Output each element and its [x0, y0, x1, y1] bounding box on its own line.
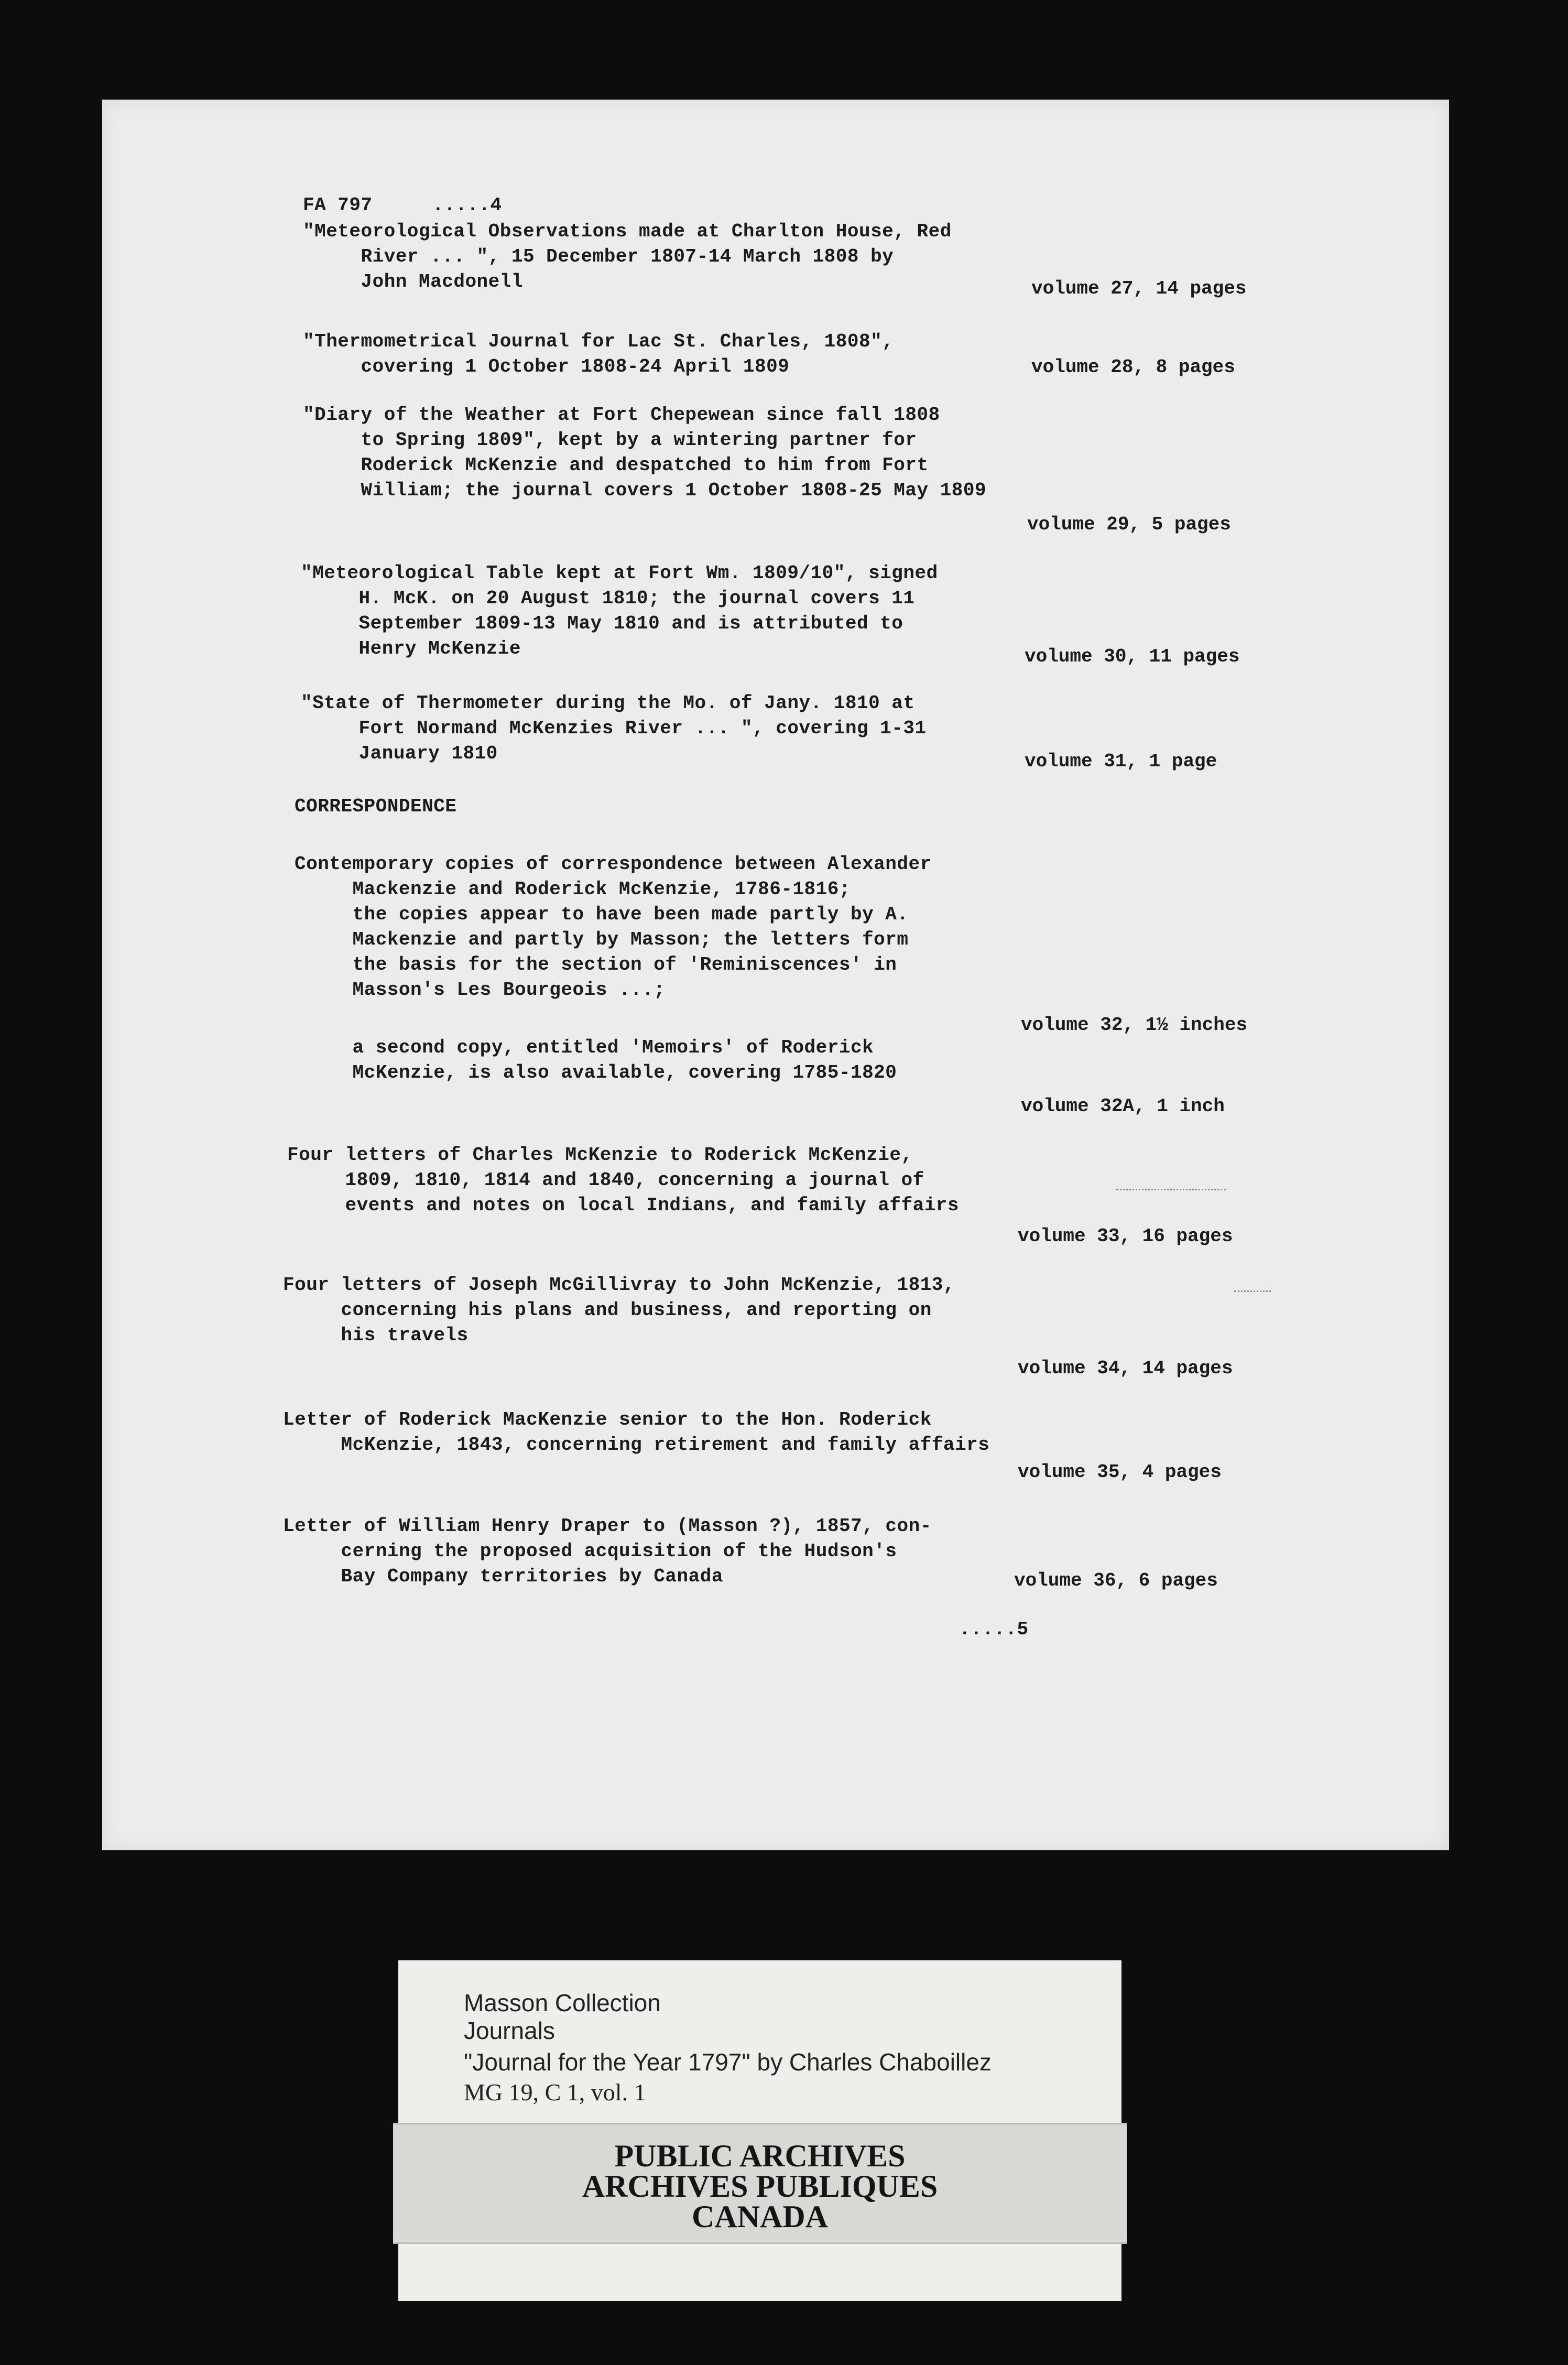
volume-reference: volume 35, 4 pages	[1018, 1461, 1222, 1483]
entry-line: 1809, 1810, 1814 and 1840, concerning a journal of	[287, 1169, 924, 1191]
entry-line: "Diary of the Weather at Fort Chepewean since fall 1808	[303, 404, 940, 426]
entry-line: concerning his plans and business, and reporting on	[283, 1299, 932, 1321]
entry-line: Mackenzie and Roderick McKenzie, 1786-1816;	[295, 878, 851, 900]
stamp-line-french: ARCHIVES PUBLIQUES	[582, 2169, 938, 2204]
entry-line: Mackenzie and partly by Masson; the letters form	[295, 929, 909, 950]
entry-line: to Spring 1809", kept by a wintering partner for	[303, 429, 917, 451]
volume-reference: volume 28, 8 pages	[1031, 356, 1235, 378]
stamp-line-english: PUBLIC ARCHIVES	[614, 2139, 906, 2173]
label-collection: Masson Collection	[464, 1989, 661, 2016]
entry-line: Four letters of Joseph McGillivray to John McKenzie, 1813,	[283, 1274, 955, 1296]
entry-line: McKenzie, 1843, concerning retirement and family affairs	[283, 1434, 990, 1456]
label-title: "Journal for the Year 1797" by Charles Chaboillez	[464, 2048, 992, 2076]
reference-number: FA 797	[303, 194, 373, 216]
entry-line: the basis for the section of 'Reminiscences' in	[295, 954, 897, 975]
volume-reference: volume 34, 14 pages	[1018, 1358, 1233, 1379]
volume-reference: volume 33, 16 pages	[1018, 1225, 1233, 1247]
entry-line: covering 1 October 1808-24 April 1809	[303, 356, 790, 377]
entry-line: the copies appear to have been made partly by A.	[295, 904, 909, 925]
entry-line: Henry McKenzie	[301, 638, 521, 659]
entry-line: Four letters of Charles McKenzie to Roderick McKenzie,	[287, 1144, 913, 1166]
page-number-marker: .....4	[432, 194, 502, 216]
section-heading: CORRESPONDENCE	[295, 796, 457, 817]
volume-reference: volume 32, 1½ inches	[1021, 1014, 1248, 1036]
volume-reference: volume 27, 14 pages	[1031, 278, 1247, 299]
dotted-rule	[1234, 1290, 1271, 1292]
archives-stamp	[393, 2123, 1127, 2244]
next-page-marker: .....5	[959, 1619, 1029, 1640]
entry-line: Bay Company territories by Canada	[283, 1566, 723, 1587]
volume-reference: volume 30, 11 pages	[1025, 646, 1240, 667]
entry-line: Letter of William Henry Draper to (Masson ?), 1857, con-	[283, 1515, 932, 1537]
volume-reference: volume 32A, 1 inch	[1021, 1095, 1225, 1117]
volume-reference: volume 29, 5 pages	[1027, 514, 1231, 535]
entry-line: a second copy, entitled 'Memoirs' of Roderick	[295, 1037, 874, 1058]
entry-line: "Meteorological Table kept at Fort Wm. 1809/10", signed	[301, 562, 938, 584]
entry-line: Fort Normand McKenzies River ... ", covering 1-31	[301, 718, 927, 739]
entry-line: cerning the proposed acquisition of the Hudson's	[283, 1540, 897, 1562]
entry-line: his travels	[283, 1325, 469, 1346]
label-series: Journals	[464, 2017, 555, 2044]
entry-line: September 1809-13 May 1810 and is attributed to	[301, 613, 903, 634]
entry-line: William; the journal covers 1 October 1808-25 May 1809	[303, 480, 987, 501]
entry-line: January 1810	[301, 743, 498, 764]
volume-reference: volume 36, 6 pages	[1014, 1570, 1218, 1591]
entry-line: River ... ", 15 December 1807-14 March 1808 by	[303, 246, 894, 267]
entry-line: "Meteorological Observations made at Charlton House, Red	[303, 221, 952, 242]
entry-line: Letter of Roderick MacKenzie senior to the Hon. Roderick	[283, 1409, 932, 1430]
entry-line: John Macdonell	[303, 271, 523, 292]
entry-line: "Thermometrical Journal for Lac St. Charles, 1808",	[303, 331, 894, 352]
label-reference: MG 19, C 1, vol. 1	[464, 2079, 646, 2106]
entry-line: Contemporary copies of correspondence between Alexander	[295, 853, 932, 875]
entry-line: Masson's Les Bourgeois ...;	[295, 979, 666, 1001]
entry-line: Roderick McKenzie and despatched to him from Fort	[303, 454, 929, 476]
dotted-rule	[1116, 1189, 1226, 1190]
entry-line: "State of Thermometer during the Mo. of Jany. 1810 at	[301, 692, 915, 714]
stamp-line-country: CANADA	[692, 2199, 828, 2234]
entry-line: McKenzie, is also available, covering 1785-1820	[295, 1062, 897, 1083]
volume-reference: volume 31, 1 page	[1025, 751, 1217, 772]
entry-line: H. McK. on 20 August 1810; the journal covers 11	[301, 588, 915, 609]
entry-line: events and notes on local Indians, and family affairs	[287, 1195, 960, 1216]
